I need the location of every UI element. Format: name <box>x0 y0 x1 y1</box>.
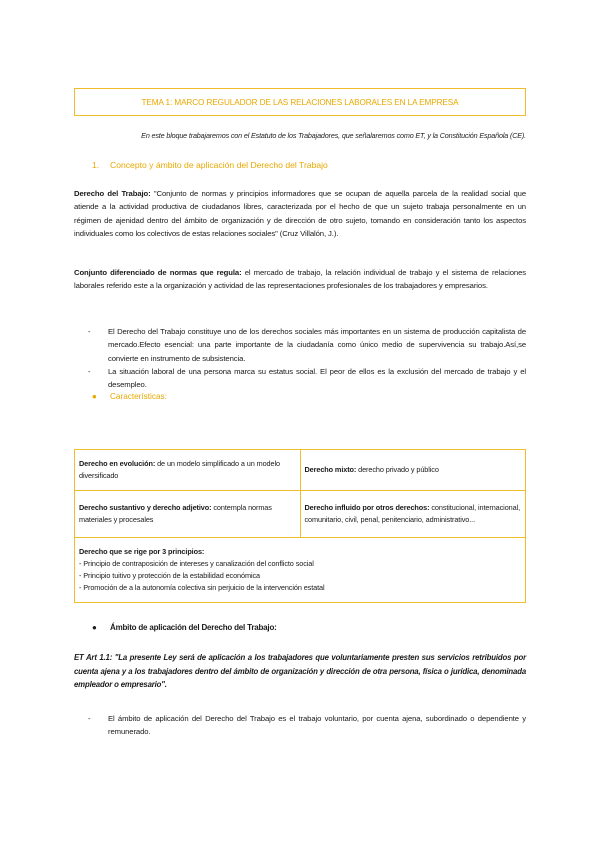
table-cell <box>300 491 526 538</box>
cell-text: contempla normas materiales y procesales <box>79 503 272 524</box>
cell-label: Derecho en evolución: <box>79 459 156 468</box>
table-row <box>75 538 526 603</box>
characteristics-heading <box>92 392 167 401</box>
list-item-text: El ámbito de aplicación del Derecho del Trabajo es el trabajo voluntario, por cuenta ajena, subordinado o dependiente y remunerado. <box>108 714 526 737</box>
cell-text: de un modelo simplificado a un modelo diversificado <box>79 459 280 480</box>
cell-text: constitucional, internacional, comunitario, civil, penal, penitenciario, administrativo... <box>304 503 521 524</box>
scope-heading-title: Ámbito de aplicación del Derecho del Trabajo: <box>110 623 277 632</box>
section-number: 1. <box>92 160 100 170</box>
characteristics-title: Características: <box>110 392 167 401</box>
scope-text: el mercado de trabajo, la relación individual de trabajo y el sistema de relaciones laborales referido este a la organización y actividad de las representaciones profesionales de los trabajadores y empresarios. <box>74 268 526 291</box>
cell-text: derecho privado y público <box>356 465 439 474</box>
cell-label: Derecho mixto: <box>304 465 357 474</box>
table-cell <box>75 538 526 603</box>
document-title: TEMA 1: MARCO REGULADOR DE LAS RELACIONES LABORALES EN LA EMPRESA <box>74 88 526 116</box>
dash-marker: - <box>88 327 91 336</box>
bullet-icon: ● <box>92 623 97 632</box>
table-row <box>75 450 526 491</box>
table-cell <box>300 450 526 491</box>
list-item <box>88 365 526 392</box>
section-title: Concepto y ámbito de aplicación del Derecho del Trabajo <box>110 160 328 170</box>
scope-heading <box>92 623 277 632</box>
cell-label: Derecho que se rige por 3 principios: <box>79 547 205 556</box>
principle-item: - Principio tuitivo y protección de la estabilidad económica <box>79 571 260 580</box>
dash-marker: - <box>88 714 91 723</box>
dash-list <box>88 325 526 391</box>
list-item <box>88 712 526 739</box>
definition-text: "Conjunto de normas y principios informadores que se ocupan de aquella parcela de la realidad social que atiende a la actividad productiva de ciudadanos libres, caracterizada por el hecho de que un sujeto trabaja personalmente en un régimen de ajenidad dentro del ámbito de organización y de dirección de otro sujeto, tomando en consideración tanto los aspectos individuales como los colectivos de estas relaciones sociales" (Cruz Villalón, J.). <box>74 189 526 238</box>
dash-list <box>88 712 526 739</box>
scope-label: Conjunto diferenciado de normas que regula: <box>74 268 242 277</box>
definition-label: Derecho del Trabajo: <box>74 189 151 198</box>
characteristics-table <box>74 449 526 603</box>
table-cell <box>75 491 301 538</box>
list-item-text: El Derecho del Trabajo constituye uno de los derechos sociales más importantes en un sistema de producción capitalista de mercado.Efecto esencial: una parte importante de la ciudadanía como único medio de supervivencia su trabajo.Así,se convierte en instrumento de subsistencia. <box>108 327 526 363</box>
list-item <box>88 325 526 365</box>
table-row <box>75 491 526 538</box>
dash-marker: - <box>88 366 91 376</box>
cell-label: Derecho influido por otros derechos: <box>304 503 430 512</box>
article-quote: ET Art 1.1: "La presente Ley será de aplicación a los trabajadores que voluntariamente presten sus servicios retribuidos por cuenta ajena y a los trabajadores dentro del ámbito de organización y dirección de otra persona, física o jurídica, denominada empleador o empresario". <box>74 653 526 689</box>
section-heading <box>92 160 328 170</box>
principle-item: - Principio de contraposición de intereses y canalización del conflicto social <box>79 559 314 568</box>
table-cell <box>75 450 301 491</box>
definition-paragraph <box>74 187 526 240</box>
intro-note: En este bloque trabajaremos con el Estatuto de los Trabajadores, que señalaremos como ET, y la Constitución Española (CE). <box>141 131 526 140</box>
cell-label: Derecho sustantivo y derecho adjetivo: <box>79 503 212 512</box>
list-item-text: La situación laboral de una persona marca su estatus social. El peor de ellos es la exclusión del mercado de trabajo y el desempleo. <box>108 366 526 390</box>
bullet-icon: ● <box>92 392 97 401</box>
scope-paragraph <box>74 266 526 293</box>
principle-item: - Promoción de a la autonomía colectiva sin perjuicio de la intervención estatal <box>79 583 325 592</box>
